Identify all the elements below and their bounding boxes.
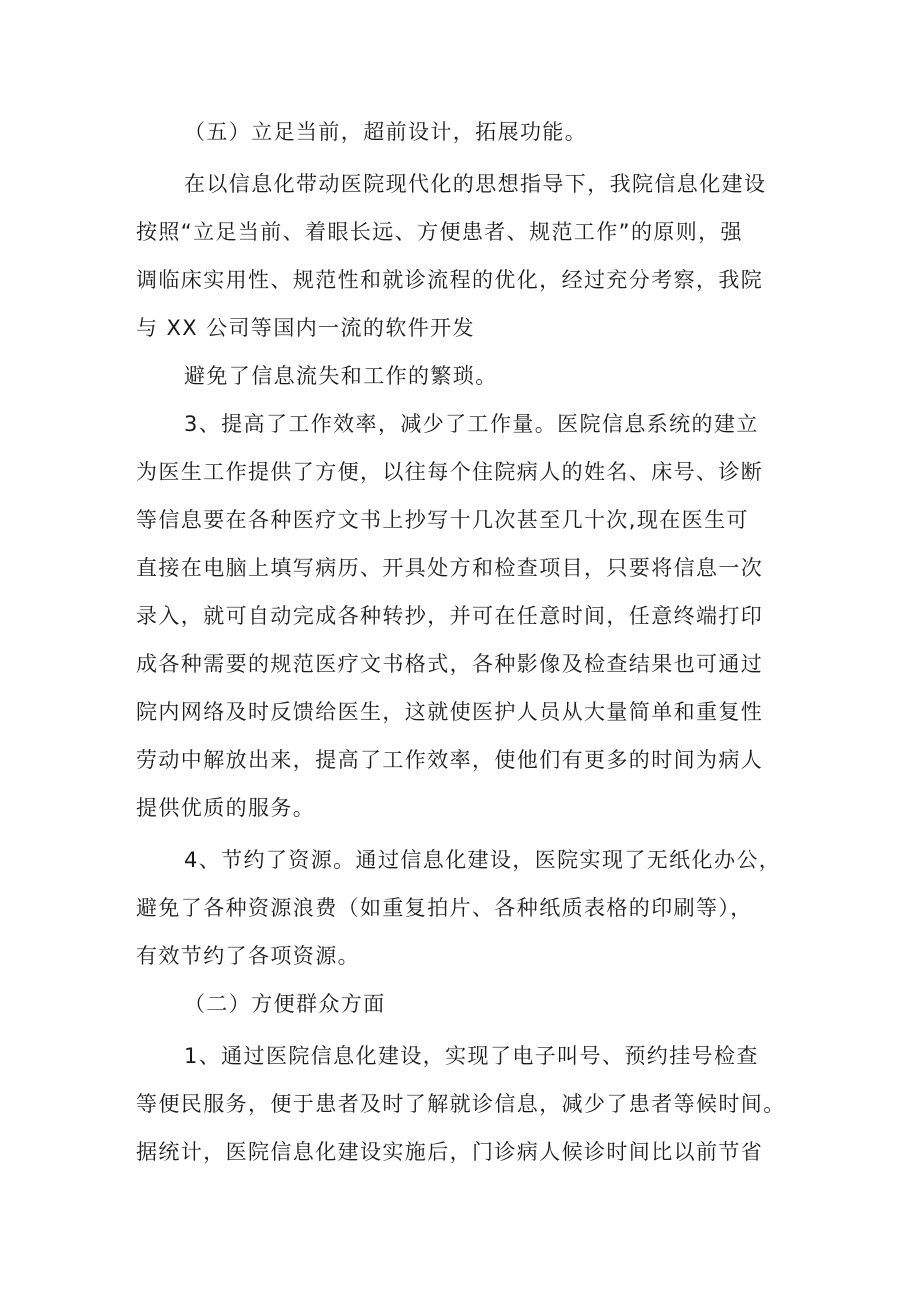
paragraph-line: 调临床实用性、规范性和就诊流程的优化，经过充分考察，我院 (136, 268, 764, 292)
section-heading-five: （五）立足当前，超前设计，拓展功能。 (184, 120, 588, 144)
paragraph-line: 等便民服务，便于患者及时了解就诊信息，减少了患者等候时间。 (136, 1092, 786, 1116)
paragraph-line: 成各种需要的规范医疗文书格式，各种影像及检查结果也可通过 (136, 652, 764, 676)
paragraph-line: 按照“立足当前、着眼长远、方便患者、规范工作”的原则，强 (136, 220, 743, 244)
paragraph-line: 避免了信息流失和工作的繁琐。 (184, 364, 498, 388)
paragraph-line: 院内网络及时反馈给医生，这就使医护人员从大量简单和重复性 (136, 700, 764, 724)
section-heading-two: （二）方便群众方面 (184, 992, 386, 1016)
paragraph-line: 4、节约了资源。通过信息化建设，医院实现了无纸化办公， (184, 848, 782, 872)
paragraph-line: 直接在电脑上填写病历、开具处方和检查项目，只要将信息一次 (136, 556, 764, 580)
paragraph-line: 在以信息化带动医院现代化的思想指导下，我院信息化建设 (184, 172, 767, 196)
paragraph-line: 1、通过医院信息化建设，实现了电子叫号、预约挂号检查 (184, 1044, 759, 1068)
paragraph-line: 录入，就可自动完成各种转抄，并可在任意时间，任意终端打印 (136, 604, 764, 628)
paragraph-line: 与 XX 公司等国内一流的软件开发 (136, 316, 475, 340)
paragraph-line: 为医生工作提供了方便，以往每个住院病人的姓名、床号、诊断 (136, 460, 764, 484)
paragraph-line: 有效节约了各项资源。 (136, 944, 360, 968)
paragraph-line: 劳动中解放出来，提高了工作效率，使他们有更多的时间为病人 (136, 748, 764, 772)
paragraph-line: 避免了各种资源浪费（如重复拍片、各种纸质表格的印刷等）， (136, 896, 753, 920)
paragraph-line: 提供优质的服务。 (136, 796, 316, 820)
paragraph-line: 据统计，医院信息化建设实施后，门诊病人候诊时间比以前节省 (136, 1140, 764, 1164)
paragraph-line: 3、提高了工作效率，减少了工作量。医院信息系统的建立 (184, 412, 759, 436)
paragraph-line: 等信息要在各种医疗文书上抄写十几次甚至几十次,现在医生可 (136, 508, 749, 532)
